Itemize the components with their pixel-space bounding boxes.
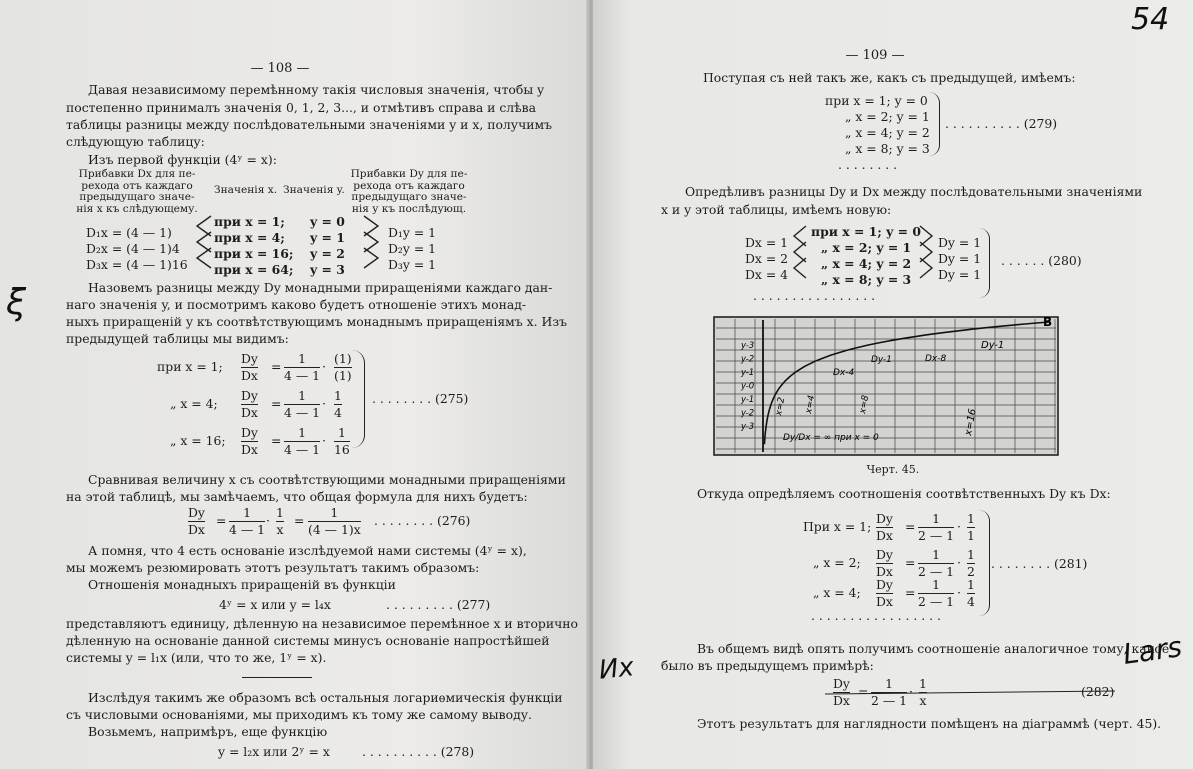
x-cell: при x = 1;	[214, 214, 285, 229]
denominator: Dx	[188, 522, 205, 537]
numerator: 1	[330, 505, 339, 520]
denominator: 2 — 1	[918, 564, 955, 579]
section-divider	[242, 677, 312, 678]
dx-cell: D₁x = (4 — 1)	[86, 225, 172, 240]
right-chevrons	[916, 222, 936, 286]
y-cell: y = 2	[310, 246, 345, 261]
x-cell: при x = 4;	[214, 230, 285, 245]
equals-sign: =	[905, 585, 916, 600]
right-chevrons	[360, 212, 384, 276]
eq-lead: „ x = 4;	[170, 396, 218, 411]
fraction	[967, 512, 975, 543]
equals-sign: =	[294, 513, 305, 528]
equals-sign: =	[271, 396, 282, 411]
x-cell: при x = 64;	[214, 262, 294, 277]
eq-row: при x = 1; y = 0	[811, 224, 921, 239]
denominator: 1	[967, 528, 975, 543]
denominator: Dx	[241, 442, 258, 457]
header-line: Прибавки Dx для пе-	[78, 168, 196, 180]
eq-row: при x = 1; y = 0	[825, 93, 928, 108]
eq-lead: „ x = 2;	[813, 555, 861, 570]
denominator: Dx	[876, 528, 893, 543]
numerator: 1	[932, 577, 940, 592]
text-line: было въ предыдущемъ примѣрѣ:	[661, 658, 874, 673]
fraction	[334, 389, 342, 420]
equation-label: . . . . . . (280)	[1001, 253, 1082, 268]
dot: ·	[957, 585, 961, 600]
x-label: x=2	[774, 396, 788, 417]
equals-sign: =	[216, 513, 227, 528]
y-cell: y = 1	[310, 230, 345, 245]
equation-label: . . . . . . . . (275)	[372, 391, 469, 406]
ratio-fraction	[188, 506, 205, 537]
denominator: Dx	[876, 594, 893, 609]
fraction	[229, 506, 265, 537]
denominator: x	[276, 522, 284, 537]
dy-cell: Dy = 1	[938, 267, 982, 282]
fraction	[284, 426, 320, 457]
text-line: Давая независимому перемѣнному такія числовыя значенія, чтобы y	[88, 82, 545, 97]
first-function-line: Изъ первой функціи (4ʸ = x):	[88, 152, 277, 167]
text-line: ныхъ приращеній y къ соотвѣтствующимъ монаднымъ приращеніямъ x. Изъ	[66, 314, 567, 329]
text-line: Назовемъ разницы между Dy монадными приращеніями каждаго дан-	[88, 280, 553, 295]
right-brace	[979, 510, 990, 616]
dx-cell: D₂x = (4 — 1)4	[86, 241, 180, 256]
header-line: нія x къ слѣдующему.	[76, 202, 198, 215]
numerator: 1	[276, 505, 284, 520]
ratio-fraction	[876, 578, 893, 609]
text-line: предыдущей таблицы мы видимъ:	[66, 331, 289, 346]
denominator: 2 — 1	[918, 594, 955, 609]
denominator: (1)	[334, 368, 352, 383]
numerator: Dy	[833, 676, 850, 691]
numerator: Dy	[876, 577, 893, 592]
denominator: 4	[967, 594, 975, 609]
equals-sign: =	[271, 433, 282, 448]
header-line: рехода отъ каждаго	[353, 179, 465, 192]
fraction	[918, 512, 954, 543]
annotation: Dx-8	[925, 354, 947, 364]
numerator: 1	[967, 547, 975, 562]
y-cell: y = 0	[310, 214, 345, 229]
numerator: 1	[967, 511, 975, 526]
header-line: рехода отъ каждаго	[81, 179, 193, 192]
numerator: Dy	[188, 505, 205, 520]
y-axis-label: y-0	[741, 381, 755, 392]
header-line: нія y къ послѣдующ.	[351, 202, 467, 215]
y-axis-label: y-3	[741, 341, 755, 351]
dy-cell: Dy = 1	[938, 235, 982, 250]
x-cell: при x = 16;	[214, 246, 294, 261]
annotation: Dy-1	[981, 340, 1005, 351]
denominator: 16	[334, 442, 350, 457]
eq-row: „ x = 8; y = 3	[845, 141, 930, 156]
ratio-fraction	[876, 512, 893, 543]
dy-cell: Dy = 1	[938, 251, 982, 266]
numerator: Dy	[241, 425, 258, 440]
text-line: представляютъ единицу, дѣленную на независимое перемѣнное x и вторично	[66, 616, 579, 631]
fraction	[284, 352, 320, 383]
handwritten-underline	[825, 690, 1115, 694]
text-line: системы y = l₁x (или, что то же, 1ʸ = x).	[66, 650, 327, 665]
paragraph-4: Этотъ результатъ для наглядности помѣщенъ на діаграммѣ (черт. 45).	[697, 716, 1162, 731]
paragraph-2: Откуда опредѣляемъ соотношенія соотвѣтственныхъ Dy къ Dx:	[697, 486, 1111, 501]
eq-dots: . . . . . . . . . . . . . . . .	[753, 288, 876, 303]
figure-caption: Черт. 45.	[866, 463, 920, 476]
numerator: 1	[298, 388, 306, 403]
left-page	[0, 0, 590, 769]
header-line: Прибавки Dy для пе-	[350, 168, 468, 180]
dot: ·	[957, 555, 961, 570]
dot: ·	[322, 359, 326, 374]
text-line: наго значенія y, и посмотримъ каково будетъ отношеніе этихъ монад-	[66, 297, 527, 312]
annotation: Dy-1	[871, 355, 892, 365]
dx-cell: D₃x = (4 — 1)16	[86, 257, 188, 272]
text-line: постепенно принималъ значенія 0, 1, 2, 3..., и отмѣтивъ справа и слѣва	[66, 100, 536, 115]
text-line: Опредѣливъ разницы Dy и Dx между послѣдовательными значеніями	[685, 184, 1143, 199]
dot: ·	[266, 513, 270, 528]
ratio-fraction	[876, 548, 893, 579]
denominator: 4 — 1	[284, 405, 321, 420]
numerator: 1	[967, 577, 975, 592]
bottom-note: Dy/Dx = ∞ при x = 0	[783, 433, 879, 443]
text-line: Возьмемъ, напримѣръ, еще функцію	[88, 724, 328, 739]
equation-label: . . . . . . . . . . (279)	[945, 116, 1058, 131]
numerator: 1	[298, 425, 306, 440]
equation-label: . . . . . . . . . (277)	[386, 597, 491, 612]
dx-cell: Dx = 4	[745, 267, 789, 282]
fraction	[276, 506, 284, 537]
denominator: Dx	[876, 564, 893, 579]
ratio-fraction	[241, 389, 258, 420]
numerator: 1	[919, 676, 927, 691]
numerator: Dy	[241, 388, 258, 403]
denominator: (4 — 1)x	[308, 522, 361, 537]
y-axis-label: y-2	[741, 354, 755, 365]
numerator: 1	[298, 351, 306, 366]
equals-sign: =	[905, 555, 916, 570]
denominator: 4 — 1	[229, 522, 266, 537]
text-line: на этой таблицѣ, мы замѣчаемъ, что общая формула для нихъ будетъ:	[66, 489, 528, 504]
right-page	[593, 0, 1193, 769]
annotation: Dx-4	[833, 368, 855, 378]
eq-row: „ x = 2; y = 1	[821, 240, 912, 255]
equals-sign: =	[858, 684, 869, 699]
dot: ·	[322, 396, 326, 411]
right-brace	[929, 92, 940, 156]
right-brace	[352, 350, 365, 448]
page-number: — 109 —	[845, 48, 905, 63]
fraction	[967, 548, 975, 579]
y-cell: y = 3	[310, 262, 345, 277]
fraction	[967, 578, 975, 609]
eq-row: „ x = 8; y = 3	[821, 272, 912, 287]
x-label: x=8	[858, 394, 872, 415]
eq-lead: при x = 1;	[157, 359, 223, 374]
numerator: 1	[932, 511, 940, 526]
equation-label: (282)	[1081, 684, 1115, 699]
header-line: предыдущаго значе-	[351, 191, 467, 203]
text-line: таблицы разницы между послѣдовательными значеніями y и x, получимъ	[66, 117, 553, 132]
equals-sign: =	[271, 359, 282, 374]
dx-cell: Dx = 2	[745, 251, 789, 266]
table-header-x: Значенія x.	[214, 184, 278, 196]
text-line: Изслѣдуя такимъ же образомъ всѣ остальныя логариѳмическія функціи	[88, 690, 563, 705]
denominator: 4 — 1	[284, 442, 321, 457]
eq-row: „ x = 2; y = 1	[845, 109, 930, 124]
fraction	[334, 426, 350, 457]
eq-row: „ x = 4; y = 2	[821, 256, 912, 271]
x-label: x=16	[963, 407, 979, 437]
eq-dots: . . . . . . . .	[838, 157, 898, 172]
y-axis-labels	[740, 341, 754, 432]
x-label: x=4	[804, 394, 818, 415]
curve-label: B	[1043, 316, 1053, 329]
equation-label: . . . . . . . . (276)	[374, 513, 471, 528]
dot: ·	[957, 519, 961, 534]
handwritten-page-note: 54	[1131, 2, 1170, 37]
equation-278: y = l₂x или 2ʸ = x	[218, 744, 330, 759]
numerator: 1	[885, 676, 893, 691]
denominator: Dx	[833, 693, 850, 708]
logarithm-diagram	[713, 316, 1059, 456]
equation-label: . . . . . . . . . . (278)	[362, 744, 475, 759]
eq-dots: . . . . . . . . . . . . . . . . .	[811, 608, 941, 623]
y-axis-label: y-1	[741, 395, 755, 405]
table-header-dy	[344, 169, 474, 215]
handwritten-margin-note: Их	[597, 652, 636, 686]
dot: ·	[322, 433, 326, 448]
header-line: предыдущаго значе-	[79, 191, 195, 203]
eq-lead: При x = 1;	[803, 519, 872, 534]
dy-cell: D₂y = 1	[388, 241, 437, 256]
fraction	[918, 578, 954, 609]
text-line: дѣленную на основаніе данной системы минусъ основаніе напростѣйшей	[66, 633, 550, 648]
y-axis-label: y-3	[741, 422, 755, 432]
dy-cell: D₁y = 1	[388, 225, 437, 240]
denominator: x	[919, 693, 927, 708]
denominator: 2 — 1	[871, 693, 908, 708]
text-line: x и y этой таблицы, имѣемъ новую:	[661, 202, 892, 217]
y-axis-label: y-1	[741, 368, 755, 378]
dx-cell: Dx = 1	[745, 235, 789, 250]
intro-line: Поступая съ ней такъ же, какъ съ предыдущей, имѣемъ:	[703, 70, 1076, 85]
fraction	[284, 389, 320, 420]
equals-sign: =	[905, 519, 916, 534]
table-header-dx	[72, 169, 202, 215]
page-number: — 108 —	[250, 61, 310, 76]
eq-lead: „ x = 16;	[170, 433, 226, 448]
eq-row: „ x = 4; y = 2	[845, 125, 930, 140]
numerator: (1)	[334, 351, 352, 366]
eq-lead: „ x = 4;	[813, 585, 861, 600]
left-chevrons	[790, 222, 810, 286]
text-line: Въ общемъ видѣ опять получимъ соотношеніе аналогичное тому, какое	[697, 641, 1170, 656]
numerator: 1	[334, 388, 342, 403]
ratio-fraction	[241, 352, 258, 383]
text-line: Сравнивая величину x съ соотвѣтствующими монадными приращеніями	[88, 472, 566, 487]
handwritten-margin-note: Lars	[1120, 630, 1184, 671]
equation-277: 4ʸ = x или y = l₄x	[219, 597, 331, 612]
text-line: Отношенія монадныхъ приращеній въ функціи	[88, 577, 396, 592]
text-line: съ числовыми основаніями, мы приходимъ къ тому же самому выводу.	[66, 707, 532, 722]
dy-cell: D₃y = 1	[388, 257, 437, 272]
y-axis-label: y-2	[741, 408, 755, 419]
fraction	[334, 352, 352, 383]
denominator: Dx	[241, 405, 258, 420]
equation-label: . . . . . . . . (281)	[991, 556, 1088, 571]
numerator: Dy	[876, 547, 893, 562]
denominator: 2 — 1	[918, 528, 955, 543]
denominator: 2	[967, 564, 975, 579]
fraction	[918, 548, 954, 579]
fraction	[308, 506, 361, 537]
numerator: Dy	[241, 351, 258, 366]
text-line: А помня, что 4 есть основаніе изслѣдуемой нами системы (4ʸ = x),	[88, 543, 527, 558]
denominator: Dx	[241, 368, 258, 383]
numerator: Dy	[876, 511, 893, 526]
denominator: 4	[334, 405, 342, 420]
dot: ·	[909, 684, 913, 699]
denominator: 4 — 1	[284, 368, 321, 383]
numerator: 1	[932, 547, 940, 562]
numerator: 1	[243, 505, 251, 520]
handwritten-margin-mark: ξ	[6, 282, 27, 323]
ratio-fraction	[241, 426, 258, 457]
text-line: мы можемъ резюмировать этотъ результатъ такимъ образомъ:	[66, 560, 480, 575]
text-line: слѣдующую таблицу:	[66, 134, 205, 149]
numerator: 1	[337, 425, 346, 440]
right-brace	[979, 228, 990, 298]
table-header-y: Значенія y.	[283, 184, 345, 196]
